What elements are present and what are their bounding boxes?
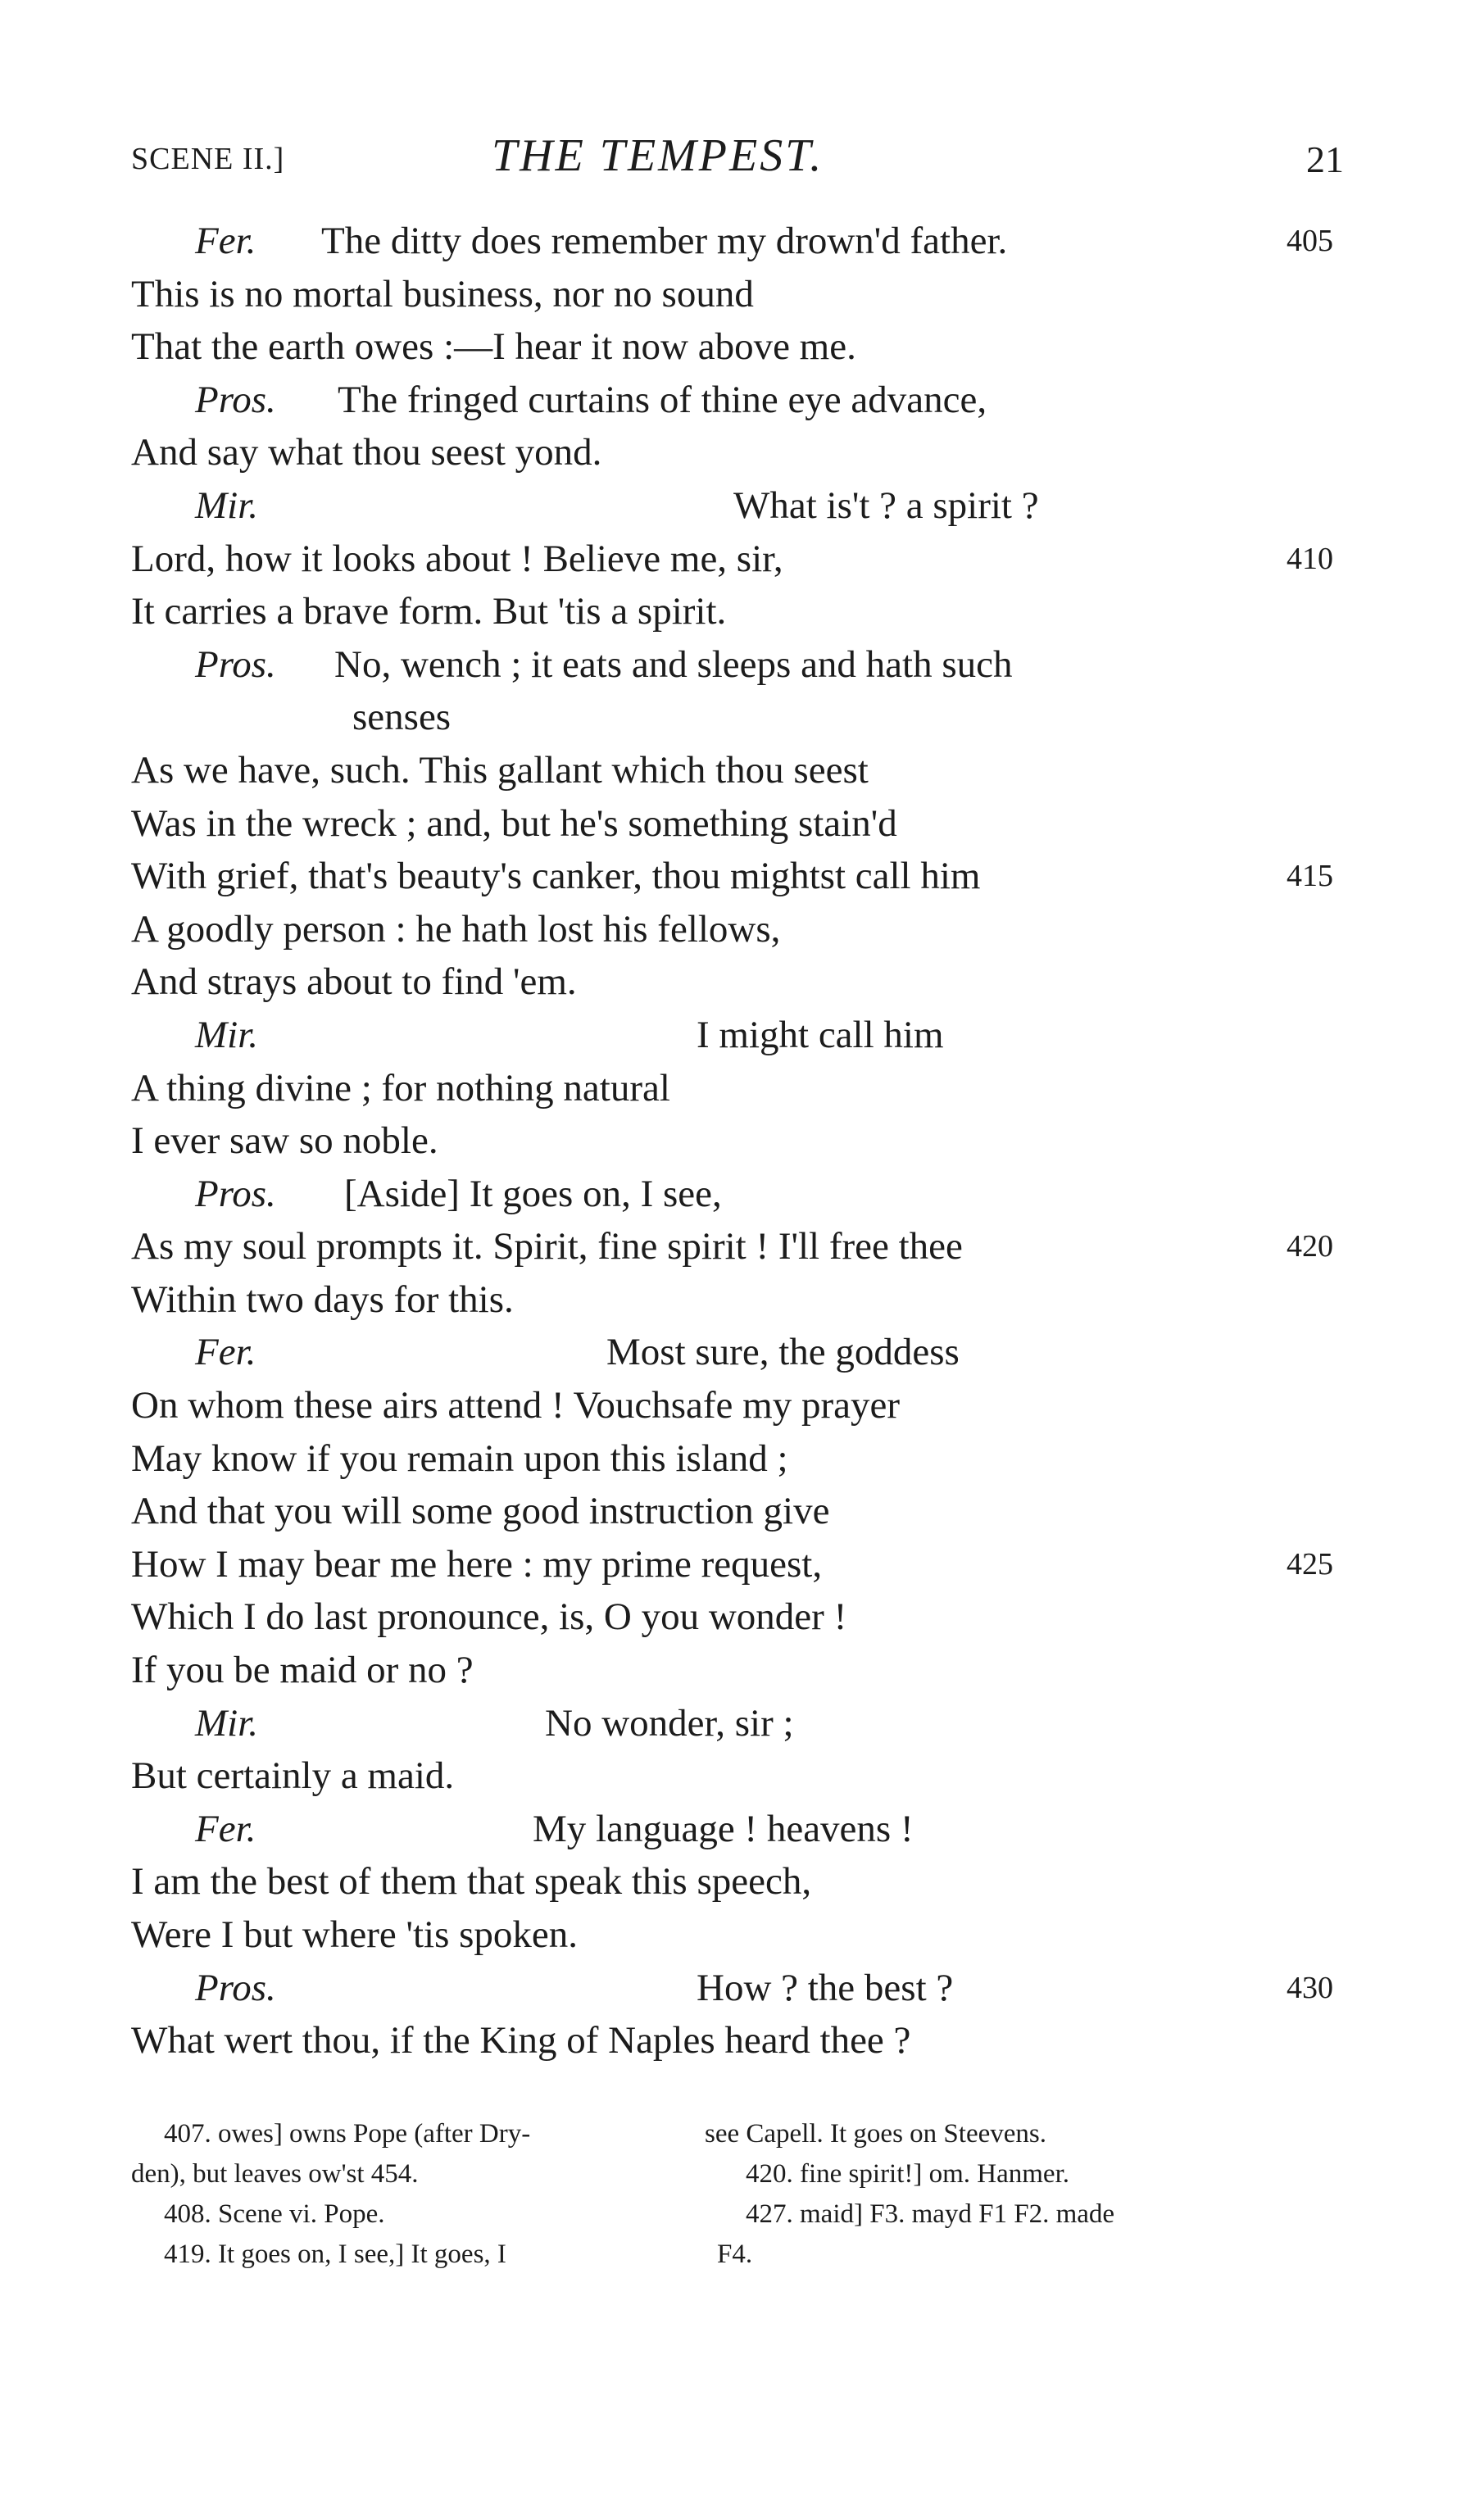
verse-line [131, 1855, 1352, 1908]
verse-line [131, 1168, 1352, 1221]
verse-line [131, 1485, 1352, 1538]
play-title: THE TEMPEST. [492, 130, 824, 181]
footnote: den), but leaves ow'st 454. [131, 2159, 419, 2189]
line-text: My language ! heavens ! [533, 1807, 914, 1850]
verse-line [131, 1538, 1352, 1591]
verse-line [131, 1009, 1352, 1062]
verse-line [131, 1273, 1352, 1327]
line-text: I ever saw so noble. [131, 1119, 438, 1163]
line-text: And strays about to find 'em. [131, 960, 577, 1004]
speaker-name: Fer. [195, 1331, 256, 1374]
line-text: This is no mortal business, nor no sound [131, 272, 754, 315]
verse-line [131, 638, 1352, 692]
verse-line [131, 426, 1352, 479]
line-number: 415 [1287, 859, 1333, 894]
speaker-name: Pros. [195, 1966, 276, 2009]
speaker-name: Pros. [195, 642, 276, 686]
line-text: The ditty does remember my drown'd father. [321, 220, 1008, 262]
speaker-name: Fer. [195, 220, 256, 262]
verse-line [131, 691, 1352, 744]
verse-line [131, 1749, 1352, 1803]
line-text: And say what thou seest yond. [131, 431, 602, 474]
footnote: 420. fine spirit!] om. Hanmer. [746, 2159, 1070, 2189]
verse-line [131, 1114, 1352, 1168]
line-text: Most sure, the goddess [606, 1331, 960, 1374]
line-text: A thing divine ; for nothing natural [131, 1066, 670, 1110]
speaker-name: Fer. [195, 1807, 256, 1850]
verse-line [131, 479, 1352, 533]
footnote: 408. Scene vi. Pope. [164, 2199, 385, 2229]
footnote: see Capell. It goes on Steevens. [705, 2119, 1046, 2149]
verse-line [131, 903, 1352, 956]
verse-line [131, 1432, 1352, 1486]
line-number: 410 [1287, 541, 1333, 576]
verse-line [131, 215, 1352, 268]
speaker-name: Mir. [195, 1701, 259, 1745]
line-text: And that you will some good instruction give [131, 1490, 830, 1533]
line-text: If you be maid or no ? [131, 1649, 474, 1692]
verse-line [131, 955, 1352, 1009]
verse-line [131, 1220, 1352, 1273]
verse-line [131, 1962, 1352, 2015]
line-text: I might call him [697, 1013, 944, 1056]
line-number: 420 [1287, 1229, 1333, 1264]
verse-line [131, 1697, 1352, 1750]
verse-line [131, 744, 1352, 797]
verse-line [131, 1591, 1352, 1644]
footnote: F4. [717, 2240, 753, 2269]
line-text: How ? the best ? [697, 1966, 954, 2009]
verse-text [131, 215, 1352, 2067]
line-text: On whom these airs attend ! Vouchsafe my prayer [131, 1384, 901, 1427]
line-text: [Aside] It goes on, I see, [344, 1172, 722, 1215]
verse-line [131, 533, 1352, 586]
line-text: As my soul prompts it. Spirit, fine spirit ! I'll free thee [131, 1225, 963, 1268]
verse-line [131, 850, 1352, 903]
line-text: senses [352, 696, 452, 739]
line-text: With grief, that's beauty's canker, thou mightst call him [131, 855, 981, 898]
page-number: 21 [1306, 138, 1344, 180]
verse-line [131, 2014, 1352, 2067]
line-number: 430 [1287, 1970, 1333, 2005]
verse-line [131, 374, 1352, 427]
line-number: 425 [1287, 1546, 1333, 1582]
speaker-name: Mir. [195, 483, 259, 527]
verse-line [131, 1326, 1352, 1379]
speaker-name: Pros. [195, 378, 276, 421]
line-text: It carries a brave form. But 'tis a spirit. [131, 590, 727, 633]
verse-line [131, 797, 1352, 851]
verse-line [131, 320, 1352, 374]
verse-line [131, 585, 1352, 638]
verse-line [131, 268, 1352, 321]
line-text: As we have, such. This gallant which thou seest [131, 748, 869, 792]
line-text: Was in the wreck ; and, but he's something stain'd [131, 801, 897, 845]
line-text: The fringed curtains of thine eye advance, [338, 378, 987, 421]
line-text: Within two days for this. [131, 1277, 514, 1321]
footnote: 407. owes] owns Pope (after Dry- [164, 2119, 531, 2149]
verse-line [131, 1644, 1352, 1697]
line-text: What wert thou, if the King of Naples heard thee ? [131, 2019, 911, 2063]
line-number: 405 [1287, 224, 1333, 258]
line-text: A goodly person : he hath lost his fellows, [131, 907, 781, 951]
line-text: What is't ? a spirit ? [733, 483, 1039, 527]
line-text: But certainly a maid. [131, 1754, 455, 1798]
line-text: No wonder, sir ; [545, 1701, 794, 1745]
verse-line [131, 1379, 1352, 1432]
footnote: 427. maid] F3. mayd F1 F2. made [746, 2199, 1115, 2229]
line-text: How I may bear me here : my prime request, [131, 1542, 823, 1586]
line-text: No, wench ; it eats and sleeps and hath such [334, 642, 1013, 686]
running-header [131, 130, 1344, 187]
line-text: May know if you remain upon this island ; [131, 1436, 788, 1480]
footnote: 419. It goes on, I see,] It goes, I [164, 2240, 506, 2269]
scene-label: SCENE II.] [131, 142, 285, 176]
speaker-name: Mir. [195, 1013, 259, 1056]
verse-line [131, 1908, 1352, 1962]
line-text: Which I do last pronounce, is, O you wonder ! [131, 1595, 847, 1639]
verse-line [131, 1803, 1352, 1856]
line-text: I am the best of them that speak this speech, [131, 1860, 812, 1904]
speaker-name: Pros. [195, 1172, 276, 1215]
line-text: Lord, how it looks about ! Believe me, sir, [131, 537, 783, 580]
line-text: That the earth owes :—I hear it now above me. [131, 325, 856, 369]
line-text: Were I but where 'tis spoken. [131, 1913, 579, 1956]
verse-line [131, 1062, 1352, 1115]
